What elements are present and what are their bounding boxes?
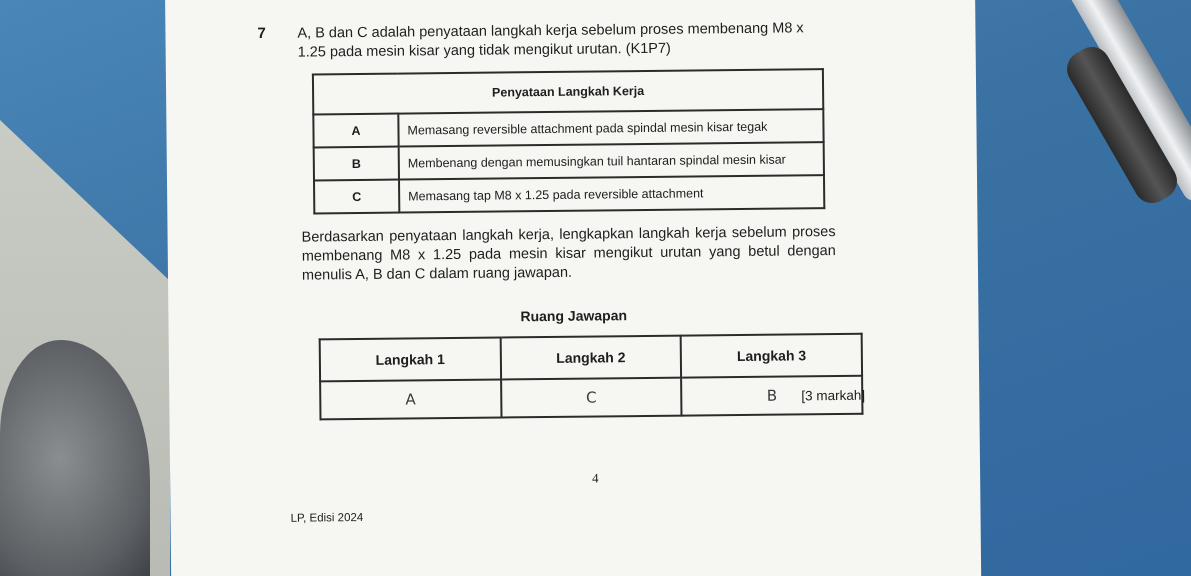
answer-cell[interactable]: C	[501, 378, 682, 418]
table-row	[314, 142, 824, 180]
exam-paper	[165, 0, 981, 576]
answer-cell[interactable]: A	[320, 380, 501, 420]
step-header: Langkah 1	[320, 338, 501, 382]
statements-table	[312, 68, 825, 214]
page-number: 4	[592, 470, 599, 486]
answer-space-title: Ruang Jawapan	[520, 307, 628, 325]
answer-cell[interactable]: B	[681, 376, 862, 416]
statement-text: Membenang dengan memusingkan tuil hantaran spindal mesin kisar	[399, 142, 824, 179]
table-row	[320, 334, 862, 382]
statement-letter: B	[314, 147, 399, 181]
step-header: Langkah 2	[500, 336, 681, 380]
marks-label: [3 markah]	[801, 387, 866, 404]
statement-letter: A	[313, 114, 398, 148]
table-row	[314, 175, 824, 213]
question-number: 7	[257, 24, 266, 43]
statement-letter: C	[314, 180, 399, 214]
instruction-text: Berdasarkan penyataan langkah kerja, lengkapkan langkah kerja sebelum proses membenang M8 x 1.25 pada mesin kisar mengikut urutan yang betul dengan menulis A, B dan C dalam ruang jawapan.	[301, 223, 836, 284]
footer-edition: LP, Edisi 2024	[290, 511, 364, 525]
step-header: Langkah 3	[681, 334, 862, 378]
statements-header: Penyataan Langkah Kerja	[313, 69, 823, 114]
table-row	[320, 376, 862, 420]
statement-text: Memasang reversible attachment pada spindal mesin kisar tegak	[398, 109, 823, 146]
answer-table	[319, 333, 864, 421]
table-row	[313, 109, 823, 147]
question-text: A, B dan C adalah penyataan langkah kerja sebelum proses membenang M8 x 1.25 pada mesin kisar yang tidak mengikut urutan. (K1P7)	[297, 20, 804, 61]
statement-text: Memasang tap M8 x 1.25 pada reversible attachment	[399, 175, 824, 212]
